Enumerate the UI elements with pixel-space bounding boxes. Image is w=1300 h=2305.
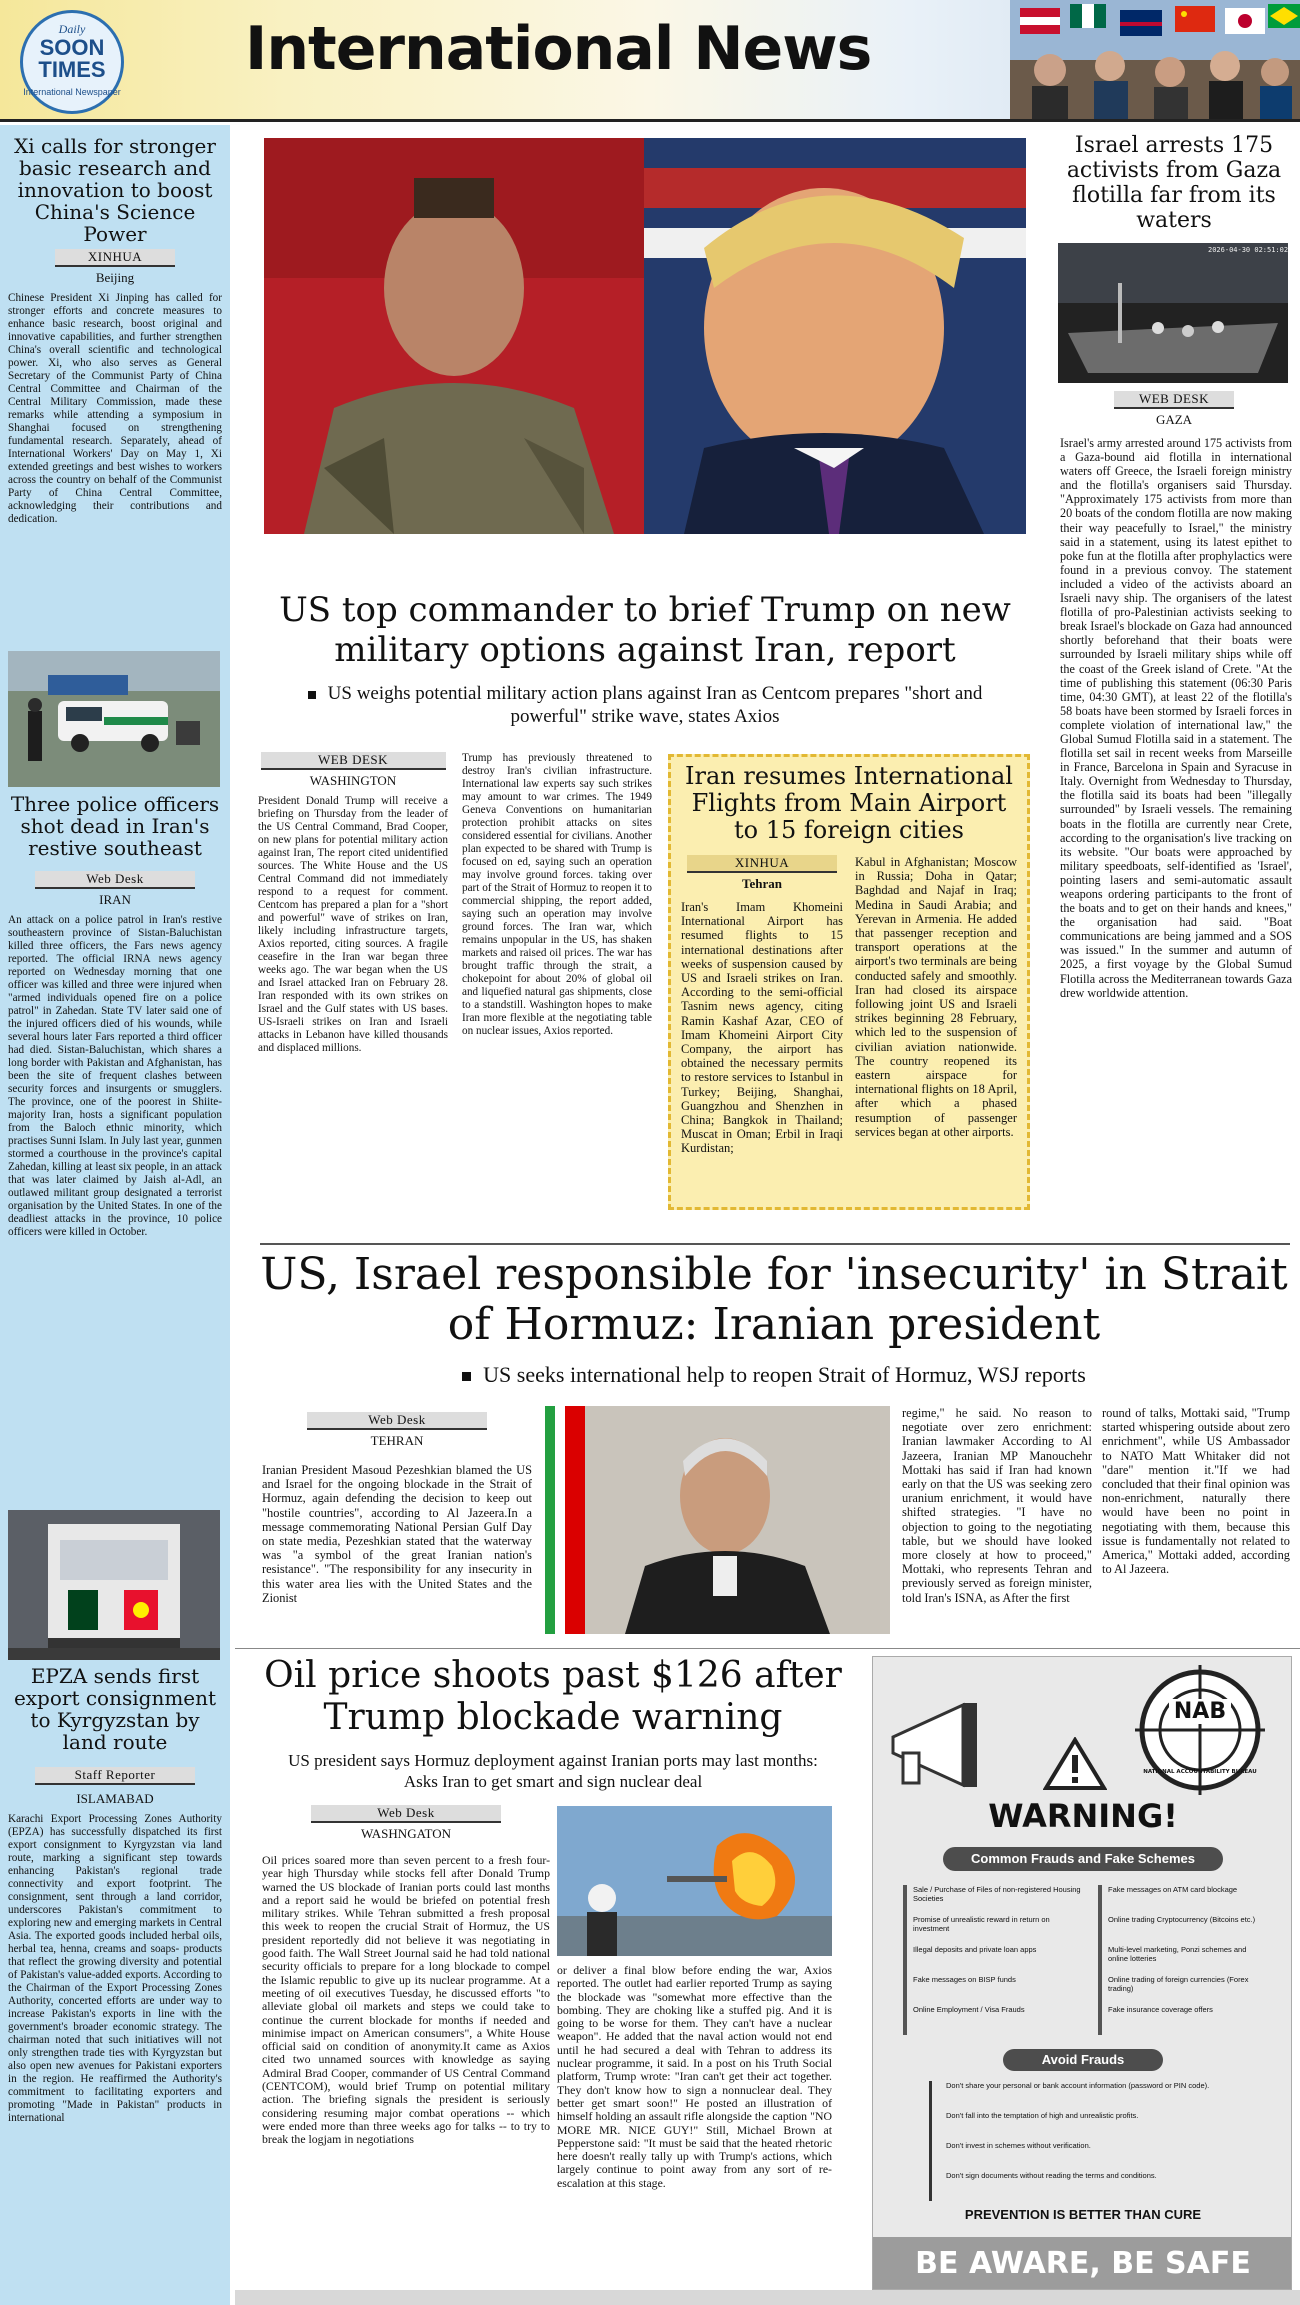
oil-body-col2: or deliver a final blow before ending the war, Axios reported. The outlet had earlier reported Trump as saying the blockade was "somewhat more effective than the bombing. They are choking like a stuffed pig. And it is going to be worse for them. They can't have a nuclear weapon". He added that the naval action would not end until he had secured a deal with Tehran to address its nuclear programme, it said. In a post on his Truth Social platform, Trump wrote: "Iran can't get their act together. They don't know how to sign a nonnuclear deal. They better get smart soon!" He posted an illustration of himself holding an assault rifle alongside the caption "NO MORE MR. NICE GUY!" Still, Michael Brown at Pepperstone said: "It must be said that the heated rhetoric here doesn't really tally up with Trump's actions, which largely continue to point away from any sort of re-escalation at this stage. (557, 1963, 832, 2190)
prevention-text: PREVENTION IS BETTER THAN CURE (964, 2207, 1202, 2222)
fraud-item: Fake insurance coverage offers (1098, 2005, 1268, 2035)
fraud-item: Sale / Purchase of Files of non-registered Housing Societies (903, 1885, 1083, 1915)
dateline: TEHRAN (370, 1433, 424, 1448)
fraud-item: Illegal deposits and private loan apps (903, 1945, 1083, 1975)
frauds-bar: Common Frauds and Fake Schemes (943, 1847, 1223, 1871)
nab-logo[interactable] (1135, 1665, 1265, 1795)
hormuz-body-col1: Iranian President Masoud Pezeshkian blamed the US and Israel for the ongoing blockade in the Strait of Hormuz, again defending the decision to keep out "hostile countries", according to Al Jazeera.In a message commemorating National Persian Gulf Day on state media, Pezeshkian stated that the waterway was "a symbol of the great Iranian nation's resistance". "The responsibility for any insecurity in this water area lies with the United States and the Zionist (262, 1463, 532, 1605)
photo-timestamp: 2026-04-30 02:51:02 (1208, 246, 1289, 254)
masthead (0, 0, 1300, 122)
source-tag: WEB DESK (1114, 391, 1234, 409)
fraud-item: Fake messages on BISP funds (903, 1975, 1083, 2005)
lead-body-col2: Trump has previously threatened to destroy Iran's civilian infrastructure. International law experts say such strikes may amount to war crimes. The 1949 Geneva Conventions on humanitarian protection prohibit attacks on sites considered essential for civilians. Another plan expected to be shared with Trump is focused on ed, saying such an operation may involve ground forces. taking over part of the Strait of Hormuz to reopen it to commercial shipping, the report added, saying such an operation may involve ground forces. The Iran war, which remains unpopular in the US, has shaken markets and raised oil prices. The war has brought traffic through the strait, a chokepoint for about 20% of global oil and liquefied natural gas shipments, close to a standstill. Washington hopes to make Iran more flexible at the negotiating table on nuclear issues, Axios reported. (462, 752, 652, 1037)
gas-flare-photo (557, 1806, 832, 1956)
lead-headline[interactable]: US top commander to brief Trump on new military options against Iran, report (279, 590, 1011, 670)
oil-headline[interactable]: Oil price shoots past $126 after Trump blockade warning (264, 1655, 842, 1738)
fraud-item: Multi-level marketing, Ponzi schemes and online lotteries (1098, 1945, 1268, 1975)
dateline: GAZA (1155, 412, 1193, 427)
right-column (1048, 125, 1300, 1237)
frauds-left-list (903, 1885, 1083, 2035)
fraud-item: Online trading Cryptocurrency (Bitcoins etc.) (1098, 1915, 1268, 1945)
box-body-col1: Iran's Imam Khomeini International Airport has resumed flights to 15 international destinations after weeks of suspension caused by US and Israeli strikes on Iran. According to the semi-official Tasnim news agency, citing Ramin Kashaf Azar, CEO of Imam Khomeini Airport City Company, the airport has obtained the necessary permits to restore services to Istanbul in Turkey; Beijing, Shanghai, Guangzhou and Shenzhen in China; Bangkok in Thailand; Muscat in Oman; Erbil in Iraqi Kurdistan; (681, 900, 843, 1156)
boxed-story (668, 754, 1030, 1210)
warning-triangle-icon (1043, 1737, 1107, 1791)
avoid-frauds-bar: Avoid Frauds (1003, 2049, 1163, 2071)
world-leaders-collage (1010, 0, 1300, 119)
frauds-right-list (1098, 1885, 1268, 2035)
source-tag: Web Desk (307, 1412, 487, 1430)
flotilla-photo (1058, 243, 1288, 383)
article-headline[interactable]: Xi calls for stronger basic research and innovation to boost China's Science Power (14, 134, 216, 246)
box-body-col2: Kabul in Afghanistan; Moscow in Russia; Doha in Qatar; Baghdad and Najaf in Iraq; Medina in Saudi Arabia; and Yerevan in Armenia. He added that passenger reception and transport operations at the airport's two terminals are being conducted safely and smoothly. Iran had closed its airspace following joint US and Israeli strikes beginning 28 February, which led to the suspension of civilian aviation nationwide. The country reopened its eastern airspace for international flights on 18 April, after which a phased resumption of passenger services began at other airports. (855, 855, 1017, 1139)
dateline: WASHINGTON (309, 773, 397, 788)
article-body: An attack on a police patrol in Iran's restive southeastern province of Sistan-Baluchistan killed three officers, the Fars news agency reported. The official IRNA news agency reported on Wednesday morning that one officer was killed and three were injured when "armed individuals opened fire on a police patrol" in Zahedan. State TV later said one of the injured officers died of his wounds, while several hours later Fars reported a third officer had died. Sistan-Baluchistan, which shares a long border with Pakistan and Afghanistan, has been the site of frequent clashes between security forces and insurgents or smugglers. The province, one of the poorest in Shiite-majority Iran, hosts a significant population from the Baloch ethnic minority, which practises Sunni Islam. In July last year, gunmen stormed a courthouse in the province's capital Zahedan, killing at least six people, in an attack that was later claimed by Jaish al-Adl, an outlawed militant group designated a terrorist organisation by the United States. In one of the deadliest attacks in the province, 10 police officers were killed in October. (8, 914, 222, 1238)
fraud-item: Online trading of foreign currencies (Forex trading) (1098, 1975, 1268, 2005)
source-tag: Web Desk (311, 1805, 501, 1823)
source-tag: XINHUA (55, 249, 175, 267)
bullet-icon (462, 1372, 471, 1381)
fraud-item: Promise of unrealistic reward in return on investment (903, 1915, 1083, 1945)
masthead-title: International News (245, 14, 872, 84)
lead-subhead (300, 682, 990, 728)
avoid-item: Don't share your personal or bank account information (password or PIN code). (929, 2081, 1269, 2111)
pezeshkian-photo (545, 1406, 890, 1634)
box-headline[interactable]: Iran resumes International Flights from Main Airport to 15 foreign cities (685, 762, 1013, 844)
source-tag: WEB DESK (261, 752, 446, 770)
avoid-item: Don't fall into the temptation of high and unrealistic profits. (929, 2111, 1269, 2141)
article-headline[interactable]: Israel arrests 175 activists from Gaza flotilla far from its waters (1066, 133, 1282, 233)
hormuz-body-col3: round of talks, Mottaki said, "Trump started whispering outside about zero enrichment", while US Ambassador to NATO Matt Whitaker did not "dare" mention it."If we had concluded that their final opinion was non-enrichment, naturally there would have been no point in negotiating with them, because this issue is fundamentally not related to America," Mottaki added, according to Al Jazeera. (1102, 1406, 1290, 1577)
dateline: WASHNGATON (360, 1826, 452, 1841)
page-footer-band (235, 2290, 1300, 2305)
article-headline[interactable]: Three police officers shot dead in Iran's restive southeast (10, 792, 220, 860)
lead-body-col1: President Donald Trump will receive a briefing on Thursday from the leader of the US Central Command, Brad Cooper, on new plans for potential military action against Iran, The report cited unidentified sources. The White House and the US Central Command did not immediately respond to a request for comment. Centcom has prepared a plan for a "short and powerful" wave of strikes on Iran, likely including infrastructure targets, Axios reported, citing sources. A fragile ceasefire in the Iran war began three weeks ago. The war began when the US and Israel attacked Iran on February 28. Iran responded with its own strikes on Israel and the Gulf states with US bases. US-Israeli strikes on Iran and Israeli attacks in Lebanon have killed thousands and displaced millions. (258, 795, 448, 1054)
dateline: ISLAMABAD (76, 1791, 154, 1806)
fraud-item: Online Employment / Visa Frauds (903, 2005, 1083, 2035)
nab-logo-ring-text: NATIONAL ACCOUNTABILITY BUREAU (1143, 1769, 1257, 1775)
megaphone-icon (883, 1697, 1013, 1792)
section-divider (235, 1648, 1300, 1649)
article-body: Israel's army arrested around 175 activists from a Gaza-bound aid flotilla in international waters off Greece, the Israeli foreign ministry and the flotilla's organisers said Thursday. "Approximately 175 activists from more than 20 boats of the condom flotilla are now making their way peacefully to Israel," the ministry said in a statement, using its latest epithet to poke fun at the flotilla after prophylactics were found in a previous convoy. The statement included a video of the activists aboard an Israeli navy ship. The organisers of the latest flotilla of pro-Palestinian activists seeking to break Israel's blockade on Gaza had announced shortly beforehand that their boats were surrounded by Israeli military ships while off the coast of the Greek island of Crete. "At the time of publishing this statement (06:30 Paris time, 04:30 GMT), at least 22 of the flotilla's 58 boats have been stormed by Israeli forces in complete violation of international law," the Global Sumud Flotilla said in a statement. The flotilla set sail in recent weeks from Marseille in France, Barcelona in Spain and Syracuse in Italy. Overnight from Wednesday to Thursday, the flotilla said its boats had been "illegally surrounded" by Israeli vessels. The remaining boats in the flotilla are currently near Crete, according to the organisation's live tracking on its website. "Our boats were approached by military speedboats, self-identified as 'Israel', pointing lasers and semi-automatic assault weapons ordering participants to the front of the boats and to get on their hands and knees," the organisation had said. "Boat communications are being jammed and a SOS was issued." In the summer and autumn of 2025, a first voyage by the Global Sumud Flotilla across the Mediterranean towards Gaza drew worldwide attention. (1060, 436, 1292, 1000)
logo-sub-text: International Newspaper (23, 87, 121, 97)
avoid-list (929, 2081, 1269, 2201)
hormuz-subhead (258, 1362, 1290, 1388)
nab-advertisement[interactable] (872, 1656, 1292, 2290)
article-body: Karachi Export Processing Zones Authority (EPZA) has successfully dispatched its first export consignment to Kyrgyzstan via land route, marking a significant step towards enhancing Pakistan's regional trade connectivity and export footprint. The consignment, sent through a land corridor, underscores Pakistan's commitment to exploring new and emerging markets in Central Asia. The exported goods included herbal oils, herbal tea, henna, creams and soaps- products that reflect the growing diversity and potential of Pakistan's value-added exports. According to the Chairman of the Export Processing Zones Authority, concerted efforts are under way to increase Pakistan's exports in line with the government's broader economic strategy. The chairman noted that such initiatives will not only strengthen trade ties with Kyrgyzstan but also open new avenues for Pakistani exporters in the region. He reaffirmed the Authority's commitment to facilitating exporters and promoting "Made in Pakistan" products in international (8, 1813, 222, 2124)
source-tag: Web Desk (35, 871, 195, 889)
oil-subhead: US president says Hormuz deployment against Iranian ports may last months: Asks Iran to get smart and sign nuclear deal (288, 1751, 818, 1791)
truck-consignment-photo (8, 1510, 220, 1660)
bullet-icon (308, 691, 316, 699)
newspaper-logo[interactable] (20, 10, 124, 114)
dateline: IRAN (99, 892, 131, 907)
logo-top-text: Daily (58, 22, 86, 36)
dateline: Beijing (95, 270, 135, 285)
fraud-item: Fake messages on ATM card blockage (1098, 1885, 1268, 1915)
lead-photo-cooper-trump (264, 138, 1026, 534)
article-headline[interactable]: EPZA sends first export consignment to Kyrgyzstan by land route (13, 1664, 217, 1754)
avoid-item: Don't invest in schemes without verification. (929, 2141, 1269, 2171)
hormuz-headline[interactable]: US, Israel responsible for 'insecurity' in Strait of Hormuz: Iranian president (260, 1249, 1288, 1350)
source-tag: Staff Reporter (35, 1767, 195, 1785)
warning-heading: WARNING! (988, 1797, 1178, 1835)
hormuz-body-col2: regime," he said. No reason to negotiate over zero enrichment: Iranian lawmaker According to Al Jazeera, Iranian MP Manouchehr Mottaki has said if Iran had known early on that the US was seeking zero uranium enrichment, it would have shifted strategies. "I have no objection to going to the negotiating table, but we should have looked more closely at how to proceed," Mottaki, who represents Tehran and previously served as foreign minister, told Iran's ISNA, as After the first (902, 1406, 1092, 1605)
lead-subhead-text: US weighs potential military action plans against Iran as Centcom prepares "short and powerful" strike wave, states Axios (327, 683, 983, 727)
source-tag: XINHUA (687, 855, 837, 873)
left-column (0, 125, 230, 2305)
ad-footer: BE AWARE, BE SAFE (873, 2237, 1292, 2290)
police-car-photo (8, 651, 220, 787)
logo-main-text: SOON TIMES (38, 35, 106, 82)
section-divider (260, 1243, 1290, 1245)
oil-body-col1: Oil prices soared more than seven percent to a fresh four-year high Thursday while stocks fell after Donald Trump warned the US blockade of Iranian ports could last months and a report said he would be briefed on potential fresh military strikes. While Tehran submitted a fresh proposal this week to reopen the crucial Strait of Hormuz, the US president reportedly did not believe it was negotiating in good faith. The Wall Street Journal said he had told national security officials to prepare for a long blockade to compel the Islamic republic to give up its nuclear programme. At a meeting of oil executives Tuesday, he discussed efforts "to alleviate global oil markets and steps we could take to continue the current blockade for months if needed and minimise impact on American consumers", a White House official said on condition of anonymity.It came as Axios cited two unnamed sources with knowledge as saying Admiral Brad Cooper, commander of US Central Command (CENTCOM), would brief Trump on potential military action. The briefing signals the president is seriously considering resuming major combat operations -- which were ended more than three weeks ago for talks -- to try to break the logjam in negotiations (262, 1853, 550, 2147)
article-body: Chinese President Xi Jinping has called for stronger efforts and concrete measures to enhance basic research, boost original and innovative capabilities, and further strengthen China's overall scientific and technological power. Xi, who also serves as General Secretary of the Communist Party of China Central Committee and Chairman of the Central Military Commission, made these remarks while attending a symposium in Shanghai focused on strengthening fundamental research. Separately, ahead of International Workers' Day on May 1, Xi extended greetings and best wishes to workers across the country on behalf of the Communist Party of China Central Committee, acknowledging their contributions and dedication. (8, 292, 222, 525)
hormuz-subhead-text: US seeks international help to reopen Strait of Hormuz, WSJ reports (483, 1362, 1086, 1387)
dateline: Tehran (742, 876, 782, 891)
nab-logo-text: NAB (1169, 1699, 1231, 1724)
avoid-item: Don't sign documents without reading the terms and conditions. (929, 2171, 1269, 2201)
